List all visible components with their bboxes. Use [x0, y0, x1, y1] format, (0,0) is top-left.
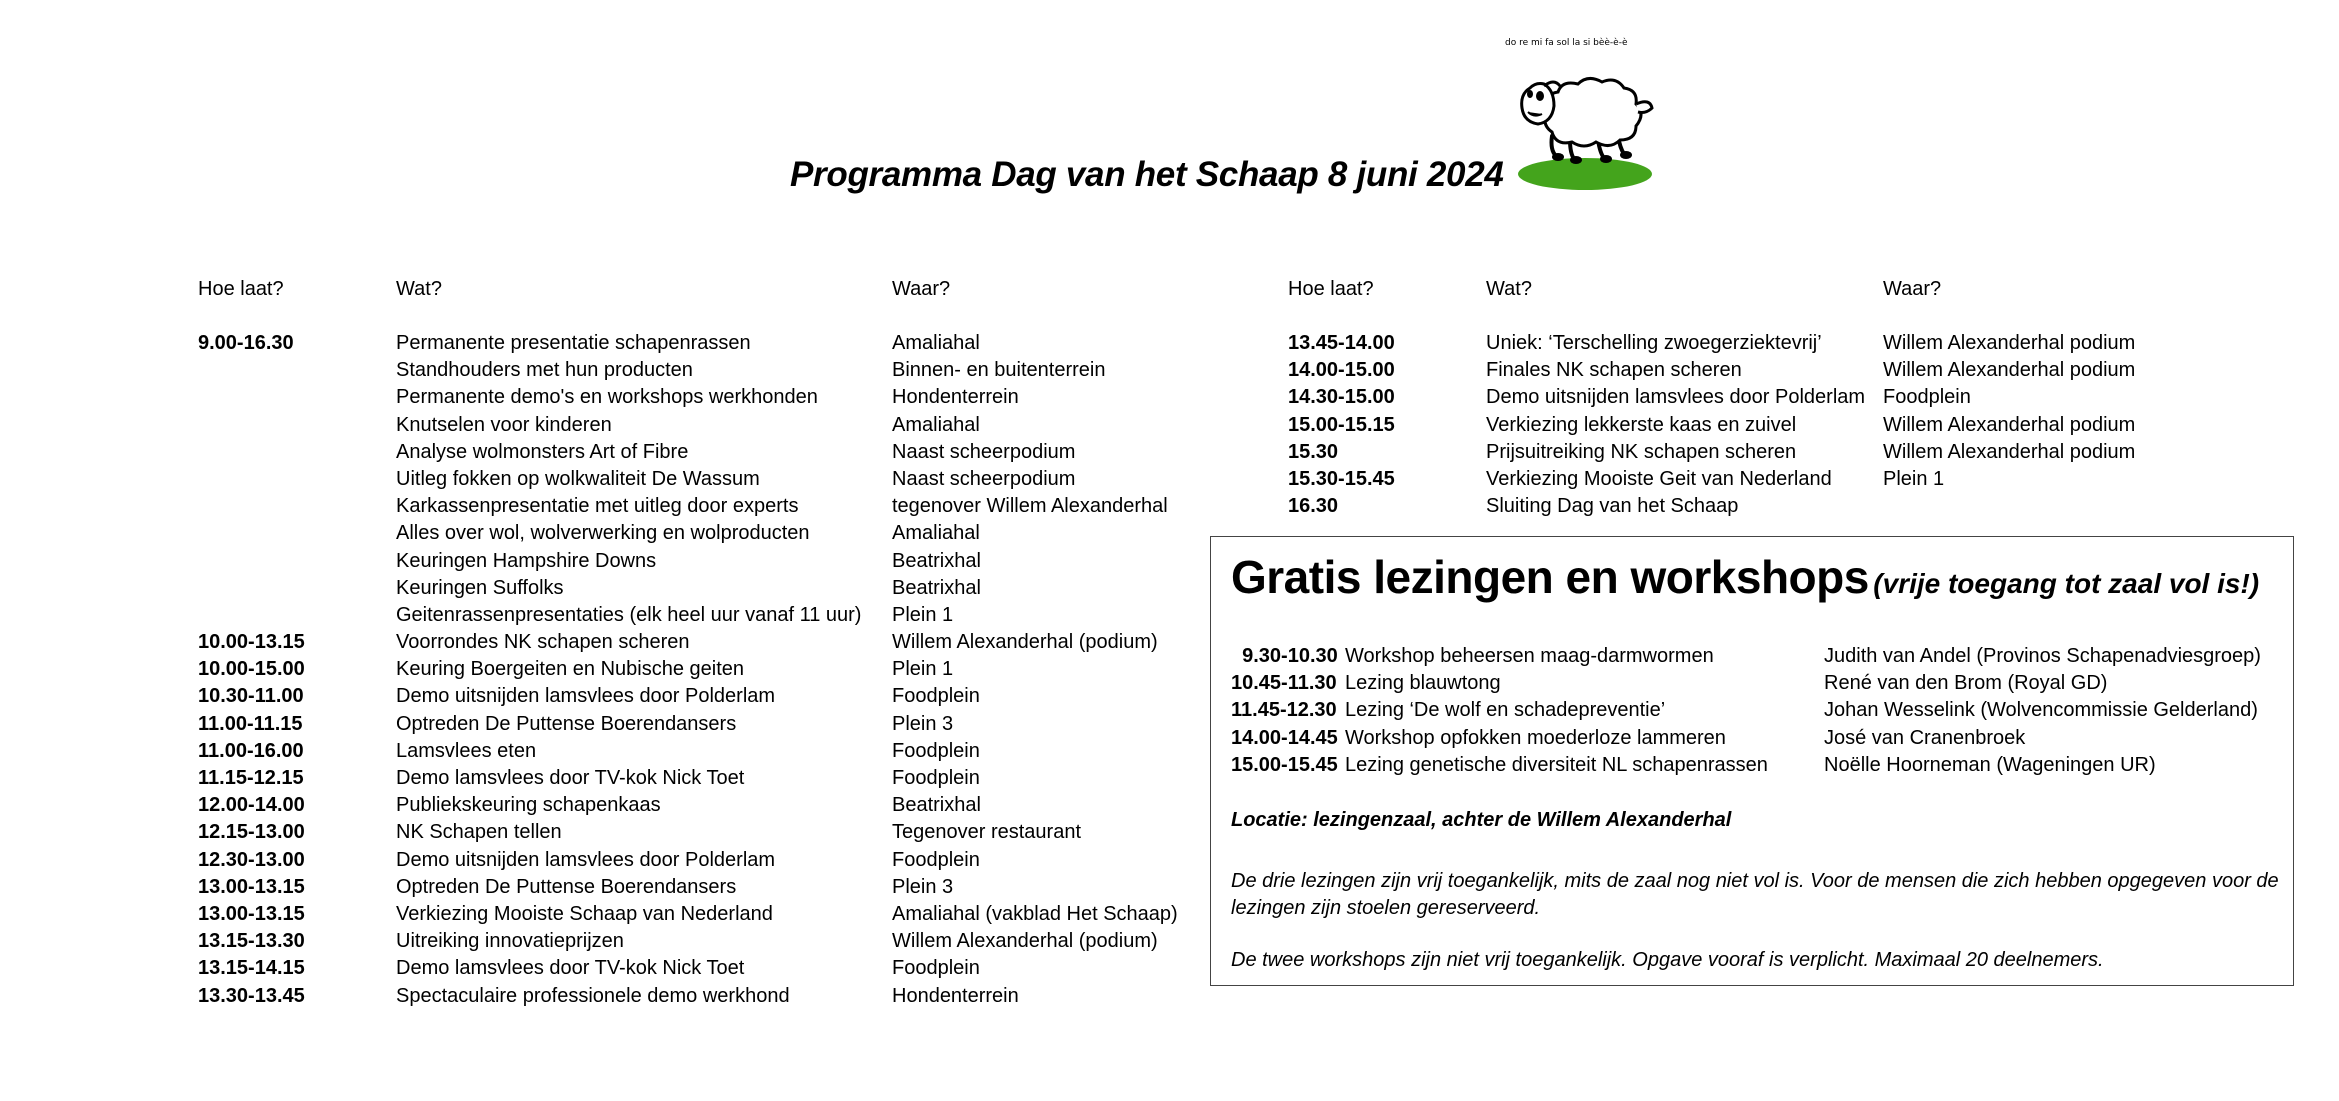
schedule-row: [1288, 359, 2288, 386]
schedule-where: Plein 1: [892, 658, 954, 681]
schedule-where: Plein 1: [1883, 467, 1945, 490]
schedule-where: Tegenover restaurant: [892, 821, 1082, 844]
schedule-row: [198, 359, 1198, 386]
schedule-row: [198, 985, 1198, 1012]
schedule-time: 13.00-13.15: [198, 902, 305, 925]
page-title: Programma Dag van het Schaap 8 juni 2024: [790, 155, 1504, 194]
schedule-where: Plein 3: [892, 712, 954, 735]
schedule-time: 11.15-12.15: [198, 767, 304, 789]
workshops-note: De twee workshops zijn niet vrij toegankelijk. Opgave vooraf is verplicht. Maximaal 20 deelnemers.: [1231, 949, 2104, 971]
header-where-left: Waar?: [892, 278, 951, 300]
schedule-row: [198, 658, 1198, 685]
schedule-where: Naast scheerpodium: [892, 440, 1076, 463]
schedule-where: Amaliahal: [892, 332, 980, 354]
schedule-time: 13.15-14.15: [198, 957, 305, 980]
music-notes-text: do re mi fa sol la si bèè-è-è: [1505, 38, 1628, 48]
schedule-where: tegenover Willem Alexanderhal: [892, 495, 1168, 518]
schedule-what: Publiekskeuring schapenkaas: [396, 794, 661, 817]
schedule-where: Plein 1: [892, 603, 954, 626]
schedule-what: Permanente presentatie schapenrassen: [396, 332, 751, 354]
schedule-what: Verkiezing Mooiste Schaap van Nederland: [396, 902, 773, 925]
schedule-time: 11.00-11.15: [198, 712, 303, 735]
schedule-what: Optreden De Puttense Boerendansers: [396, 875, 737, 898]
schedule-row: [198, 957, 1198, 984]
schedule-where: Binnen- en buitenterrein: [892, 359, 1106, 382]
workshops-subheading: (vrije toegang tot zaal vol is!): [1873, 568, 2260, 599]
grass-ellipse: [1518, 158, 1652, 190]
schedule-where: Foodplein: [1883, 386, 1971, 409]
schedule-time: 14.00-15.00: [1288, 359, 1395, 382]
schedule-where: Amaliahal: [892, 413, 980, 436]
schedule-row: [198, 495, 1198, 522]
schedule-time: 10.00-15.00: [198, 658, 305, 681]
lecture-what: Lezing ‘De wolf en schadepreventie’: [1345, 699, 1666, 722]
lecture-time: 11.45-12.30: [1231, 699, 1337, 722]
schedule-what: Lamsvlees eten: [396, 739, 537, 762]
schedule-where: Willem Alexanderhal podium: [1883, 413, 2136, 436]
lectures-note: De drie lezingen zijn vrij toegankelijk, mits de zaal nog niet vol is. Voor de mensen die zich hebben opgegeven voor de lezingen zijn stoelen gereserveerd.: [1231, 870, 2279, 919]
schedule-time: 12.00-14.00: [198, 794, 305, 817]
schedule-row: [1288, 332, 2288, 359]
schedule-row: [198, 821, 1198, 848]
schedule-row: [1288, 468, 2288, 495]
schedule-where: Hondenterrein: [892, 984, 1019, 1007]
schedule-what: Knutselen voor kinderen: [396, 413, 612, 436]
schedule-where: Willem Alexanderhal podium: [1883, 332, 2136, 354]
schedule-what: Keuringen Suffolks: [396, 576, 564, 599]
schedule-time: 15.30: [1288, 440, 1339, 463]
schedule-row: [198, 849, 1198, 876]
header-what-left: Wat?: [396, 278, 442, 300]
workshops-heading: Gratis lezingen en workshops: [1231, 551, 1869, 603]
schedule-row: [198, 414, 1198, 441]
schedule-row: [198, 767, 1198, 794]
schedule-what: Finales NK schapen scheren: [1486, 359, 1742, 382]
schedule-what: Karkassenpresentatie met uitleg door experts: [396, 495, 799, 518]
lecture-speaker: Judith van Andel (Provinos Schapenadviesgroep): [1824, 645, 2261, 667]
schedule-right: [1288, 332, 2288, 522]
schedule-row: [1288, 441, 2288, 468]
schedule-where: Willem Alexanderhal podium: [1883, 440, 2136, 463]
schedule-what: Verkiezing lekkerste kaas en zuivel: [1486, 413, 1797, 436]
schedule-where: Foodplein: [892, 848, 980, 871]
schedule-row: [198, 740, 1198, 767]
schedule-what: Uniek: ‘Terschelling zwoegerziektevrij’: [1486, 332, 1822, 354]
schedule-where: Amaliahal: [892, 522, 980, 545]
schedule-row: [198, 876, 1198, 903]
schedule-what: Geitenrassenpresentaties (elk heel uur vanaf 11 uur): [396, 603, 862, 626]
schedule-what: NK Schapen tellen: [396, 821, 562, 844]
schedule-what: Demo uitsnijden lamsvlees door Polderlam: [396, 685, 776, 708]
schedule-what: Uitreiking innovatieprijzen: [396, 930, 624, 953]
header-time-right: Hoe laat?: [1288, 278, 1374, 300]
schedule-what: Verkiezing Mooiste Geit van Nederland: [1486, 467, 1832, 490]
schedule-row: [198, 631, 1198, 658]
schedule-row: [198, 468, 1198, 495]
schedule-row: [198, 794, 1198, 821]
schedule-where: Naast scheerpodium: [892, 467, 1076, 490]
schedule-where: Beatrixhal: [892, 576, 981, 599]
schedule-where: Foodplein: [892, 957, 980, 980]
sheep-logo-icon: [1500, 38, 1665, 198]
schedule-what: Spectaculaire professionele demo werkhond: [396, 984, 790, 1007]
schedule-what: Voorrondes NK schapen scheren: [396, 631, 690, 654]
schedule-what: Sluiting Dag van het Schaap: [1486, 495, 1739, 518]
schedule-where: Plein 3: [892, 875, 954, 898]
header-what-right: Wat?: [1486, 278, 1532, 300]
schedule-row: [198, 685, 1198, 712]
lecture-speaker: José van Cranenbroek: [1824, 726, 2026, 749]
schedule-time: 13.00-13.15: [198, 875, 305, 898]
schedule-row: [198, 550, 1198, 577]
lecture-speaker: Johan Wesselink (Wolvencommissie Gelderland): [1824, 699, 2258, 722]
schedule-what: Alles over wol, wolverwerking en wolproducten: [396, 522, 810, 545]
schedule-what: Optreden De Puttense Boerendansers: [396, 712, 737, 735]
schedule-where: Beatrixhal: [892, 549, 981, 572]
schedule-time: 14.30-15.00: [1288, 386, 1395, 409]
schedule-what: Standhouders met hun producten: [396, 359, 693, 382]
schedule-where: Amaliahal (vakblad Het Schaap): [892, 902, 1178, 925]
schedule-time: 12.30-13.00: [198, 848, 305, 871]
header-time-left: Hoe laat?: [198, 278, 284, 300]
schedule-time: 15.30-15.45: [1288, 467, 1395, 490]
schedule-what: Analyse wolmonsters Art of Fibre: [396, 440, 689, 463]
schedule-row: [198, 577, 1198, 604]
schedule-time: 10.00-13.15: [198, 631, 305, 654]
schedule-where: Willem Alexanderhal (podium): [892, 631, 1158, 654]
schedule-time: 13.45-14.00: [1288, 332, 1395, 354]
schedule-row: [198, 441, 1198, 468]
schedule-row: [1288, 414, 2288, 441]
schedule-time: 11.00-16.00: [198, 739, 304, 762]
schedule-row: [198, 522, 1198, 549]
schedule-row: [198, 713, 1198, 740]
lecture-time: 15.00-15.45: [1231, 753, 1338, 776]
lecture-speaker: Noëlle Hoorneman (Wageningen UR): [1824, 753, 2156, 776]
schedule-what: Uitleg fokken op wolkwaliteit De Wassum: [396, 467, 760, 490]
schedule-what: Demo uitsnijden lamsvlees door Polderlam: [396, 848, 776, 871]
workshops-box: [1210, 536, 2294, 986]
lecture-what: Lezing blauwtong: [1345, 672, 1501, 695]
schedule-where: Foodplein: [892, 685, 980, 708]
schedule-time: 13.30-13.45: [198, 984, 305, 1007]
schedule-where: Foodplein: [892, 739, 980, 762]
schedule-what: Prijsuitreiking NK schapen scheren: [1486, 440, 1797, 463]
schedule-row: [1288, 495, 2288, 522]
schedule-time: 12.15-13.00: [198, 821, 305, 844]
schedule-row: [198, 386, 1198, 413]
schedule-time: 13.15-13.30: [198, 930, 305, 953]
schedule-time: 16.30: [1288, 495, 1339, 518]
schedule-left: [198, 332, 1198, 1012]
schedule-row: [198, 903, 1198, 930]
schedule-what: Keuring Boergeiten en Nubische geiten: [396, 658, 745, 681]
schedule-row: [198, 930, 1198, 957]
schedule-what: Demo lamsvlees door TV-kok Nick Toet: [396, 957, 745, 980]
schedule-where: Hondenterrein: [892, 386, 1019, 409]
schedule-what: Keuringen Hampshire Downs: [396, 549, 657, 572]
schedule-time: 15.00-15.15: [1288, 413, 1395, 436]
lecture-time: 9.30-10.30: [1231, 645, 1338, 667]
schedule-where: Foodplein: [892, 767, 980, 789]
schedule-what: Demo uitsnijden lamsvlees door Polderlam: [1486, 386, 1866, 409]
workshops-title: [1231, 550, 2259, 604]
lecture-time: 10.45-11.30: [1231, 672, 1337, 695]
schedule-where: Beatrixhal: [892, 794, 981, 817]
lecture-what: Lezing genetische diversiteit NL schapenrassen: [1345, 753, 1768, 776]
location-text: Locatie: lezingenzaal, achter de Willem Alexanderhal: [1231, 809, 1732, 831]
schedule-time: 10.30-11.00: [198, 685, 304, 708]
schedule-where: Willem Alexanderhal (podium): [892, 930, 1158, 953]
lecture-what: Workshop opfokken moederloze lammeren: [1345, 726, 1726, 749]
lecture-speaker: René van den Brom (Royal GD): [1824, 672, 2108, 695]
schedule-time: 9.00-16.30: [198, 332, 294, 354]
schedule-row: [198, 332, 1198, 359]
schedule-where: Willem Alexanderhal podium: [1883, 359, 2136, 382]
lecture-time: 14.00-14.45: [1231, 726, 1338, 749]
schedule-row: [198, 604, 1198, 631]
header-where-right: Waar?: [1883, 278, 1942, 300]
schedule-what: Permanente demo's en workshops werkhonden: [396, 386, 818, 409]
schedule-row: [1288, 386, 2288, 413]
lecture-what: Workshop beheersen maag-darmwormen: [1345, 645, 1714, 667]
schedule-what: Demo lamsvlees door TV-kok Nick Toet: [396, 767, 745, 789]
